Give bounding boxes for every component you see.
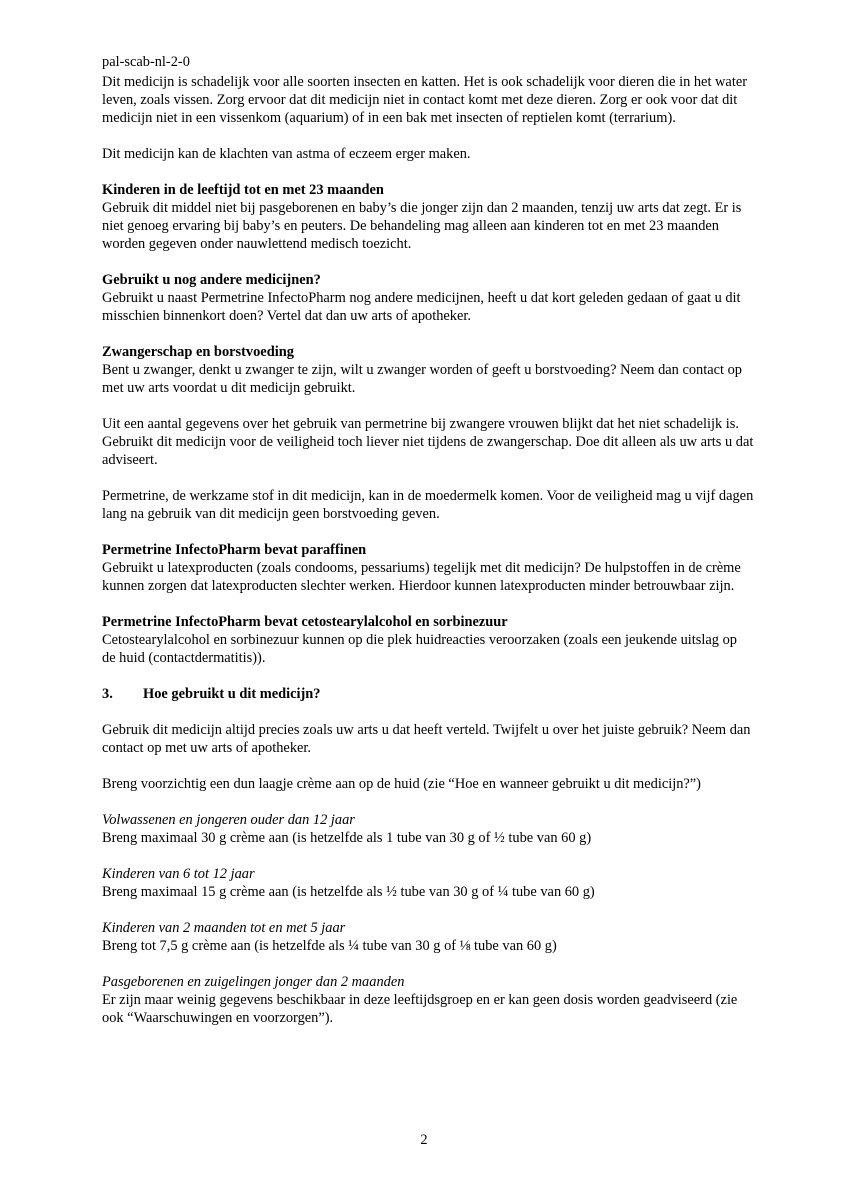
dose-group-text: Breng maximaal 15 g crème aan (is hetzelfde als ½ tube van 30 g of ¼ tube van 60 g) — [102, 884, 595, 900]
apply-paragraph: Breng voorzichtig een dun laagje crème aan op de huid (zie “Hoe en wanneer gebruikt u dit medicijn?”) — [102, 776, 701, 792]
breastfeeding-paragraph: Permetrine, de werkzame stof in dit medicijn, kan in de moedermelk komen. Voor de veiligheid mag u vijf dagen lang na gebruik van dit medicijn geen borstvoeding geven. — [102, 488, 754, 522]
dose-group-text: Er zijn maar weinig gegevens beschikbaar in deze leeftijdsgroep en er kan geen dosis worden geadviseerd (zie ook “Waarschuwingen en voorzorgen”). — [102, 992, 738, 1026]
children-heading: Kinderen in de leeftijd tot en met 23 maanden — [102, 182, 384, 198]
section-number: 3. — [102, 686, 113, 702]
dose-group — [102, 865, 754, 901]
pregnancy-data-paragraph: Uit een aantal gegevens over het gebruik van permetrine bij zwangere vrouwen blijkt dat het niet schadelijk is. Gebruikt dit medicijn voor de veiligheid toch liever niet tijdens de zwangerschap. Doe dit alleen als uw arts u dat adviseert. — [102, 416, 754, 468]
document-id: pal-scab-nl-2-0 — [102, 54, 190, 70]
dose-group — [102, 919, 754, 955]
dose-group-label: Kinderen van 2 maanden tot en met 5 jaar — [102, 920, 346, 936]
cetostearyl-text: Cetostearylalcohol en sorbinezuur kunnen op die plek huidreacties veroorzaken (zoals een jeukende uitslag op de huid (contactdermatitis)). — [102, 632, 737, 666]
pregnancy-text: Bent u zwanger, denkt u zwanger te zijn, wilt u zwanger worden of geeft u borstvoeding? Neem dan contact op met uw arts voordat u dit medicijn gebruikt. — [102, 362, 742, 396]
dose-group-label: Volwassenen en jongeren ouder dan 12 jaar — [102, 812, 355, 828]
document-page — [102, 53, 754, 1045]
other-medicines-text: Gebruikt u naast Permetrine InfectoPharm nog andere medicijnen, heeft u dat kort geleden gedaan of gaat u dit misschien binnenkort doen? Vertel dat dan uw arts of apotheker. — [102, 290, 741, 324]
dose-group — [102, 811, 754, 847]
section-title: Hoe gebruikt u dit medicijn? — [143, 686, 321, 702]
other-medicines-heading: Gebruikt u nog andere medicijnen? — [102, 272, 321, 288]
dose-group — [102, 973, 754, 1027]
dose-group-text: Breng maximaal 30 g crème aan (is hetzelfde als 1 tube van 30 g of ½ tube van 60 g) — [102, 830, 592, 846]
pregnancy-heading: Zwangerschap en borstvoeding — [102, 344, 294, 360]
page-number: 2 — [420, 1132, 428, 1148]
dose-group-label: Kinderen van 6 tot 12 jaar — [102, 866, 255, 882]
asthma-eczema-paragraph: Dit medicijn kan de klachten van astma of eczeem erger maken. — [102, 146, 471, 162]
cetostearyl-section — [102, 613, 754, 667]
dose-group-label: Pasgeborenen en zuigelingen jonger dan 2 maanden — [102, 974, 405, 990]
cetostearyl-heading: Permetrine InfectoPharm bevat cetostearylalcohol en sorbinezuur — [102, 614, 508, 630]
section-3-heading — [102, 685, 754, 703]
dose-group-text: Breng tot 7,5 g crème aan (is hetzelfde als ¼ tube van 30 g of ⅛ tube van 60 g) — [102, 938, 557, 954]
children-section — [102, 181, 754, 253]
paraffin-heading: Permetrine InfectoPharm bevat paraffinen — [102, 542, 367, 558]
usage-intro-paragraph: Gebruik dit medicijn altijd precies zoals uw arts u dat heeft verteld. Twijfelt u over het juiste gebruik? Neem dan contact op met uw arts of apotheker. — [102, 722, 751, 756]
paraffin-text: Gebruikt u latexproducten (zoals condooms, pessariums) tegelijk met dit medicijn? De hulpstoffen in de crème kunnen zorgen dat latexproducten slechter werken. Hierdoor kunnen latexproducten minder betrouwbaar zijn. — [102, 560, 741, 594]
other-medicines-section — [102, 271, 754, 325]
warning-animals-paragraph: Dit medicijn is schadelijk voor alle soorten insecten en katten. Het is ook schadelijk voor dieren die in het water leven, zoals vissen. Zorg ervoor dat dit medicijn niet in contact komt met deze dieren. Zorg er ook voor dat dit medicijn niet in een vissenkom (aquarium) of in een bak met insecten of reptielen komt (terrarium). — [102, 74, 747, 126]
children-text: Gebruik dit middel niet bij pasgeborenen en baby’s die jonger zijn dan 2 maanden, tenzij uw arts dat zegt. Er is niet genoeg ervaring bij baby’s en peuters. De behandeling mag alleen aan kinderen tot en met 23 maanden worden gegeven onder nauwlettend medisch toezicht. — [102, 200, 742, 252]
pregnancy-section — [102, 343, 754, 397]
paraffin-section — [102, 541, 754, 595]
